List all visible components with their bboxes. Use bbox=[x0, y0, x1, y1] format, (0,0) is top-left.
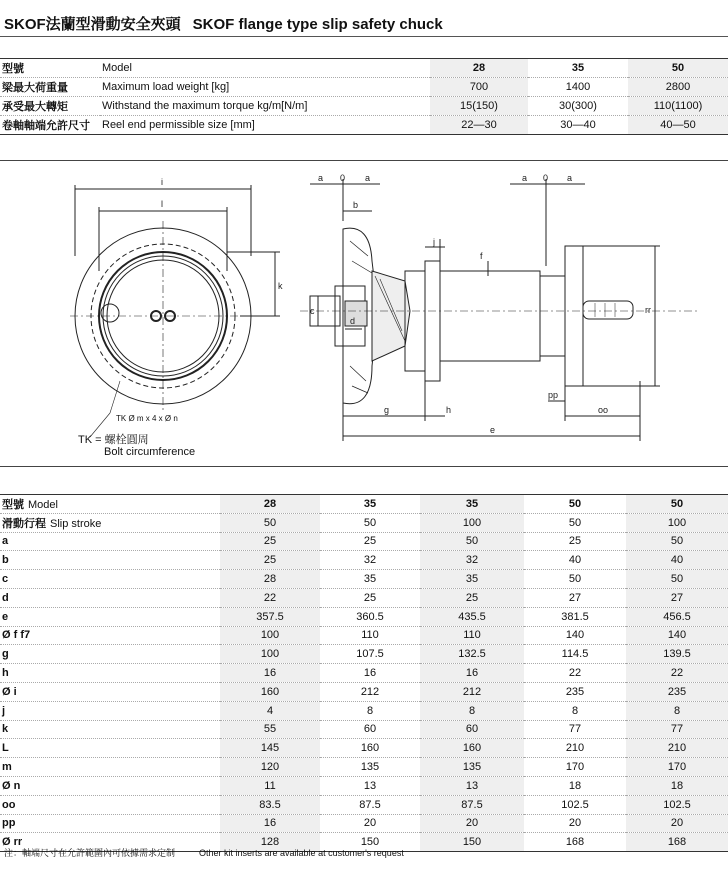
dim-value: 50 bbox=[626, 532, 728, 551]
spec-value: 30(300) bbox=[528, 97, 628, 116]
dim-value: 50 bbox=[524, 513, 626, 532]
dim-value: 25 bbox=[524, 532, 626, 551]
footnote-en: Other kit inserts are available at customer's request bbox=[199, 848, 404, 858]
dim-row-label: pp bbox=[0, 814, 220, 833]
dim-row-label bbox=[0, 495, 220, 514]
dim-row-label: j bbox=[0, 701, 220, 720]
dim-value: 25 bbox=[220, 551, 320, 570]
dim-zero-1: 0 bbox=[340, 173, 346, 183]
dim-value: 100 bbox=[220, 626, 320, 645]
dim-value: 20 bbox=[626, 814, 728, 833]
dim-value: 160 bbox=[320, 739, 420, 758]
spec-value: 22—30 bbox=[430, 116, 528, 135]
dim-value: 128 bbox=[220, 833, 320, 852]
footnote bbox=[4, 846, 404, 859]
spec-value: 700 bbox=[430, 78, 528, 97]
rear-housing bbox=[540, 276, 565, 356]
dim-row-label: h bbox=[0, 664, 220, 683]
dim-value: 100 bbox=[420, 513, 524, 532]
dim-b: b bbox=[353, 200, 359, 210]
dim-row-label bbox=[0, 513, 220, 532]
spec-label-zh: 型號 bbox=[0, 59, 100, 78]
dim-value: 50 bbox=[524, 570, 626, 589]
spec-row bbox=[0, 97, 728, 116]
dim-value: 50 bbox=[320, 513, 420, 532]
dim-value: 28 bbox=[220, 495, 320, 514]
dim-value: 168 bbox=[626, 833, 728, 852]
dim-row-label: Ø f f7 bbox=[0, 626, 220, 645]
dim-value: 25 bbox=[420, 588, 524, 607]
label-en: Model bbox=[28, 498, 58, 511]
dim-value: 25 bbox=[320, 532, 420, 551]
tk-legend bbox=[78, 434, 195, 458]
clutch-body bbox=[372, 271, 410, 361]
dim-value: 360.5 bbox=[320, 607, 420, 626]
dim-row bbox=[0, 814, 728, 833]
dim-value: 150 bbox=[320, 833, 420, 852]
label-zh: 滑動行程 bbox=[2, 517, 46, 530]
dim-value: 32 bbox=[320, 551, 420, 570]
dim-row bbox=[0, 532, 728, 551]
dim-value: 16 bbox=[320, 664, 420, 683]
dim-row-label: d bbox=[0, 588, 220, 607]
spec-label-en: Reel end permissible size [mm] bbox=[100, 116, 430, 135]
dim-row-label: g bbox=[0, 645, 220, 664]
dim-row-label: L bbox=[0, 739, 220, 758]
dim-stroke-row bbox=[0, 513, 728, 532]
dim-row-label: Ø n bbox=[0, 776, 220, 795]
spec-value: 15(150) bbox=[430, 97, 528, 116]
spec-value: 50 bbox=[628, 59, 728, 78]
dim-value: 212 bbox=[320, 682, 420, 701]
dim-value: 20 bbox=[524, 814, 626, 833]
dim-value: 140 bbox=[626, 626, 728, 645]
dim-h: h bbox=[446, 405, 452, 415]
inner-sleeve bbox=[345, 301, 367, 326]
label-zh: 型號 bbox=[2, 498, 24, 511]
dim-value: 381.5 bbox=[524, 607, 626, 626]
dim-value: 235 bbox=[626, 682, 728, 701]
dim-value: 150 bbox=[420, 833, 524, 852]
dim-k: k bbox=[278, 281, 283, 291]
dim-oo: oo bbox=[598, 405, 609, 415]
dim-row bbox=[0, 776, 728, 795]
dim-value: 8 bbox=[420, 701, 524, 720]
spec-label-en: Model bbox=[100, 59, 430, 78]
dim-value: 16 bbox=[220, 664, 320, 683]
dim-value: 22 bbox=[626, 664, 728, 683]
dim-value: 120 bbox=[220, 758, 320, 777]
rear-flange bbox=[565, 246, 583, 386]
dim-value: 456.5 bbox=[626, 607, 728, 626]
dim-value: 35 bbox=[320, 570, 420, 589]
dim-row bbox=[0, 626, 728, 645]
dim-row bbox=[0, 645, 728, 664]
dim-value: 55 bbox=[220, 720, 320, 739]
dim-row-label: e bbox=[0, 607, 220, 626]
dim-value: 170 bbox=[626, 758, 728, 777]
dim-value: 100 bbox=[626, 513, 728, 532]
dim-a-left-1: a bbox=[318, 173, 324, 183]
dim-value: 102.5 bbox=[626, 795, 728, 814]
dim-g: g bbox=[384, 405, 390, 415]
dim-value: 140 bbox=[524, 626, 626, 645]
dim-row bbox=[0, 682, 728, 701]
dim-value: 8 bbox=[626, 701, 728, 720]
dim-value: 20 bbox=[320, 814, 420, 833]
dim-row bbox=[0, 739, 728, 758]
spec-value: 35 bbox=[528, 59, 628, 78]
spec-row bbox=[0, 78, 728, 97]
dim-row-label: Ø i bbox=[0, 682, 220, 701]
dim-value: 160 bbox=[420, 739, 524, 758]
tk-spec: TK Ø m x 4 x Ø n bbox=[116, 414, 178, 423]
spec-table bbox=[0, 58, 728, 135]
dim-row bbox=[0, 607, 728, 626]
title-rule bbox=[0, 36, 728, 37]
tk-label: TK = bbox=[78, 434, 102, 446]
spec-label-en: Withstand the maximum torque kg/m[N/m] bbox=[100, 97, 430, 116]
dim-row bbox=[0, 720, 728, 739]
dim-value: 50 bbox=[626, 495, 728, 514]
dim-row bbox=[0, 664, 728, 683]
dim-d: d bbox=[350, 316, 356, 326]
dim-value: 40 bbox=[626, 551, 728, 570]
dim-value: 25 bbox=[220, 532, 320, 551]
title-zh: SKOF法蘭型滑動安全夾頭 bbox=[4, 16, 181, 33]
dim-value: 35 bbox=[320, 495, 420, 514]
dim-value: 8 bbox=[320, 701, 420, 720]
spec-label-zh: 承受最大轉矩 bbox=[0, 97, 100, 116]
dim-row bbox=[0, 758, 728, 777]
dim-value: 27 bbox=[524, 588, 626, 607]
dimension-table bbox=[0, 494, 728, 852]
dim-value: 212 bbox=[420, 682, 524, 701]
dim-value: 32 bbox=[420, 551, 524, 570]
dim-value: 50 bbox=[524, 495, 626, 514]
dim-row bbox=[0, 570, 728, 589]
dim-value: 11 bbox=[220, 776, 320, 795]
dim-zero-2: 0 bbox=[543, 173, 549, 183]
dim-value: 50 bbox=[220, 513, 320, 532]
spec-label-zh: 梁最大荷重量 bbox=[0, 78, 100, 97]
spec-value: 30—40 bbox=[528, 116, 628, 135]
dim-value: 110 bbox=[420, 626, 524, 645]
dim-value: 160 bbox=[220, 682, 320, 701]
dim-value: 40 bbox=[524, 551, 626, 570]
dim-a-left-2: a bbox=[522, 173, 528, 183]
dim-value: 22 bbox=[524, 664, 626, 683]
dim-rr: rr bbox=[645, 305, 651, 315]
dim-row-label: k bbox=[0, 720, 220, 739]
dim-value: 18 bbox=[524, 776, 626, 795]
dim-value: 210 bbox=[626, 739, 728, 758]
dim-value: 22 bbox=[220, 588, 320, 607]
spec-row bbox=[0, 59, 728, 78]
dim-value: 135 bbox=[320, 758, 420, 777]
spec-value: 110(1100) bbox=[628, 97, 728, 116]
dim-value: 132.5 bbox=[420, 645, 524, 664]
spec-value: 40—50 bbox=[628, 116, 728, 135]
dim-value: 35 bbox=[420, 495, 524, 514]
spec-label-en: Maximum load weight [kg] bbox=[100, 78, 430, 97]
label-en: Slip stroke bbox=[50, 517, 102, 530]
dim-value: 16 bbox=[420, 664, 524, 683]
dim-pp: pp bbox=[548, 390, 559, 400]
dim-row bbox=[0, 551, 728, 570]
handle-knob bbox=[583, 301, 633, 319]
dim-value: 145 bbox=[220, 739, 320, 758]
side-view bbox=[300, 179, 700, 441]
dim-value: 60 bbox=[420, 720, 524, 739]
technical-drawing bbox=[0, 160, 728, 467]
dim-value: 107.5 bbox=[320, 645, 420, 664]
dim-value: 435.5 bbox=[420, 607, 524, 626]
dim-value: 18 bbox=[626, 776, 728, 795]
dim-f: f bbox=[480, 251, 483, 261]
dim-value: 168 bbox=[524, 833, 626, 852]
dim-e: e bbox=[490, 425, 496, 435]
dim-row-label: Ø rr bbox=[0, 833, 220, 852]
dim-value: 35 bbox=[420, 570, 524, 589]
dim-value: 110 bbox=[320, 626, 420, 645]
drawing-svg bbox=[0, 161, 728, 466]
dim-value: 87.5 bbox=[420, 795, 524, 814]
tk-en: Bolt circumference bbox=[104, 446, 196, 458]
dim-row bbox=[0, 795, 728, 814]
title-en: SKOF flange type slip safety chuck bbox=[192, 16, 443, 33]
dim-value: 210 bbox=[524, 739, 626, 758]
dim-value: 13 bbox=[420, 776, 524, 795]
dim-row bbox=[0, 701, 728, 720]
spec-value: 28 bbox=[430, 59, 528, 78]
dim-value: 50 bbox=[626, 570, 728, 589]
dim-value: 20 bbox=[420, 814, 524, 833]
dim-value: 139.5 bbox=[626, 645, 728, 664]
dim-a-right-1: a bbox=[365, 173, 371, 183]
dim-row-label: a bbox=[0, 532, 220, 551]
spec-value: 2800 bbox=[628, 78, 728, 97]
footnote-zh: 注：軸端尺寸在允許範圍內可依據需求定制 bbox=[4, 848, 176, 858]
dim-value: 102.5 bbox=[524, 795, 626, 814]
dim-row-label: b bbox=[0, 551, 220, 570]
dim-value: 87.5 bbox=[320, 795, 420, 814]
dim-l: l bbox=[161, 199, 163, 209]
spec-label-zh: 卷軸軸端允許尺寸 bbox=[0, 116, 100, 135]
dim-header-row bbox=[0, 495, 728, 514]
dim-value: 4 bbox=[220, 701, 320, 720]
dim-value: 100 bbox=[220, 645, 320, 664]
page-title bbox=[4, 13, 443, 34]
dim-value: 8 bbox=[524, 701, 626, 720]
dim-value: 27 bbox=[626, 588, 728, 607]
dim-value: 357.5 bbox=[220, 607, 320, 626]
dim-value: 25 bbox=[320, 588, 420, 607]
dim-value: 16 bbox=[220, 814, 320, 833]
dim-value: 170 bbox=[524, 758, 626, 777]
dim-value: 114.5 bbox=[524, 645, 626, 664]
tk-zh: 螺栓圓周 bbox=[104, 434, 149, 446]
dim-row-label: m bbox=[0, 758, 220, 777]
dim-value: 28 bbox=[220, 570, 320, 589]
dim-value: 77 bbox=[626, 720, 728, 739]
dim-c: c bbox=[310, 306, 315, 316]
dim-row bbox=[0, 588, 728, 607]
dim-a-right-2: a bbox=[567, 173, 573, 183]
spec-row bbox=[0, 116, 728, 135]
dim-value: 135 bbox=[420, 758, 524, 777]
dim-j: j bbox=[433, 237, 435, 247]
dim-value: 13 bbox=[320, 776, 420, 795]
front-view bbox=[70, 185, 280, 437]
dim-i: i bbox=[161, 177, 163, 187]
bolt-hole bbox=[101, 304, 119, 322]
main-housing bbox=[440, 271, 540, 361]
dim-row-label: c bbox=[0, 570, 220, 589]
dim-value: 83.5 bbox=[220, 795, 320, 814]
spec-value: 1400 bbox=[528, 78, 628, 97]
dim-value: 60 bbox=[320, 720, 420, 739]
dim-value: 235 bbox=[524, 682, 626, 701]
flange-plate bbox=[425, 261, 440, 381]
dim-value: 77 bbox=[524, 720, 626, 739]
dim-value: 50 bbox=[420, 532, 524, 551]
dim-row-label: oo bbox=[0, 795, 220, 814]
